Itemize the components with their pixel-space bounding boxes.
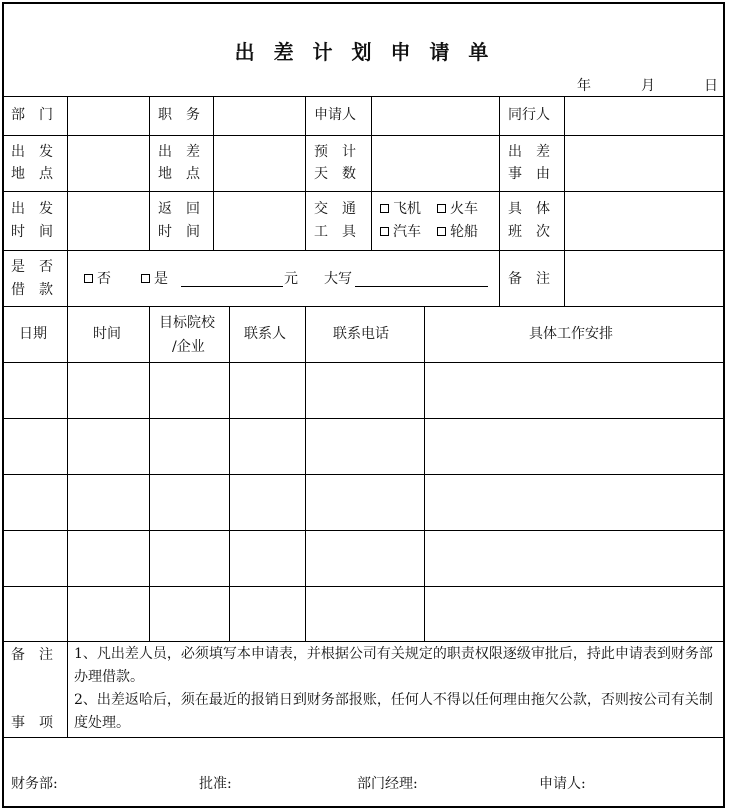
notes-label-2: 事 项	[11, 715, 53, 731]
checkbox-icon[interactable]	[141, 274, 150, 283]
date-month: 月	[641, 78, 655, 94]
grid-line	[4, 586, 725, 587]
dept-label: 部 门	[11, 107, 53, 123]
grid-line	[67, 306, 68, 737]
transport-label-1: 交 通	[314, 201, 356, 217]
grid-line	[4, 530, 725, 531]
days-label-2: 天 数	[314, 166, 356, 182]
grid-line	[371, 96, 372, 250]
grid-line	[4, 306, 725, 307]
reason-label-2: 事 由	[508, 166, 550, 182]
daxie-label: 大写	[324, 271, 352, 287]
option-car[interactable]	[380, 221, 421, 243]
grid-line	[4, 250, 725, 251]
option-plane[interactable]	[380, 198, 421, 220]
grid-line	[4, 474, 725, 475]
note-line-2: 2、出差返哈后，须在最近的报销日到财务部报账，任何人不得以任何理由拖欠公款，否则按公司有关制度处理。	[74, 692, 713, 731]
return-time-label-1: 返 回	[158, 201, 200, 217]
shift-label-2: 班 次	[508, 224, 550, 240]
grid-line	[4, 362, 725, 363]
grid-line	[424, 306, 425, 641]
grid-line	[4, 418, 725, 419]
checkbox-icon[interactable]	[437, 204, 446, 213]
depart-time-label-2: 时 间	[11, 224, 53, 240]
shift-label-1: 具 体	[508, 201, 550, 217]
destination-label-1: 出 差	[158, 144, 200, 160]
grid-line	[305, 96, 306, 250]
days-label-1: 预 计	[314, 144, 356, 160]
note-line-1: 1、凡出差人员，必须填写本申请表，并根据公司有关规定的职责权限逐级审批后，持此申请表到财务部办理借款。	[74, 646, 713, 685]
footer-applicant: 申请人:	[539, 776, 586, 792]
option-car-label: 汽车	[393, 224, 421, 240]
notes-text	[74, 643, 722, 735]
col-time: 时间	[93, 326, 121, 342]
checkbox-icon[interactable]	[380, 204, 389, 213]
option-ship-label: 轮船	[450, 224, 478, 240]
grid-line	[229, 306, 230, 641]
grid-line	[499, 96, 500, 306]
checkbox-icon[interactable]	[380, 227, 389, 236]
col-work: 具体工作安排	[529, 326, 613, 342]
return-time-label-2: 时 间	[158, 224, 200, 240]
footer-manager: 部门经理:	[357, 776, 418, 792]
option-no[interactable]	[84, 268, 111, 290]
col-target-1: 目标院校	[159, 315, 215, 331]
option-yes-label: 是	[154, 271, 168, 287]
notes-label-1: 备 注	[11, 647, 53, 663]
yuan-label: 元	[284, 271, 298, 287]
col-contact: 联系人	[244, 326, 286, 342]
origin-label-1: 出 发	[11, 144, 53, 160]
grid-line	[564, 96, 565, 306]
checkbox-icon[interactable]	[437, 227, 446, 236]
amount-underline[interactable]	[181, 286, 283, 287]
grid-line	[305, 306, 306, 641]
grid-line	[4, 737, 725, 738]
grid-line	[149, 306, 150, 641]
footer-finance: 财务部:	[11, 776, 58, 792]
option-train-label: 火车	[450, 201, 478, 217]
transport-label-2: 工 具	[314, 224, 356, 240]
grid-line	[4, 135, 725, 136]
destination-label-2: 地 点	[158, 166, 200, 182]
depart-time-label-1: 出 发	[11, 201, 53, 217]
option-ship[interactable]	[437, 221, 478, 243]
applicant-label: 申请人	[314, 107, 356, 123]
daxie-underline[interactable]	[355, 286, 488, 287]
grid-line	[4, 191, 725, 192]
grid-line	[67, 96, 68, 306]
checkbox-icon[interactable]	[84, 274, 93, 283]
companion-label: 同行人	[508, 107, 550, 123]
grid-line	[149, 96, 150, 250]
option-yes[interactable]	[141, 268, 168, 290]
date-day: 日	[704, 78, 718, 94]
footer-approve: 批准:	[199, 776, 232, 792]
grid-line	[4, 641, 725, 642]
grid-line	[4, 96, 725, 97]
col-phone: 联系电话	[333, 326, 389, 342]
position-label: 职 务	[158, 107, 200, 123]
col-target-2: /企业	[172, 339, 205, 355]
loan-label-1: 是 否	[11, 259, 53, 275]
option-no-label: 否	[97, 271, 111, 287]
form-title: 出 差 计 划 申 请 单	[234, 40, 495, 64]
option-plane-label: 飞机	[393, 201, 421, 217]
option-train[interactable]	[437, 198, 478, 220]
remark-label: 备 注	[508, 271, 550, 287]
date-year: 年	[577, 78, 591, 94]
origin-label-2: 地 点	[11, 166, 53, 182]
loan-label-2: 借 款	[11, 282, 53, 298]
col-date: 日期	[19, 326, 47, 342]
grid-line	[213, 96, 214, 250]
reason-label-1: 出 差	[508, 144, 550, 160]
